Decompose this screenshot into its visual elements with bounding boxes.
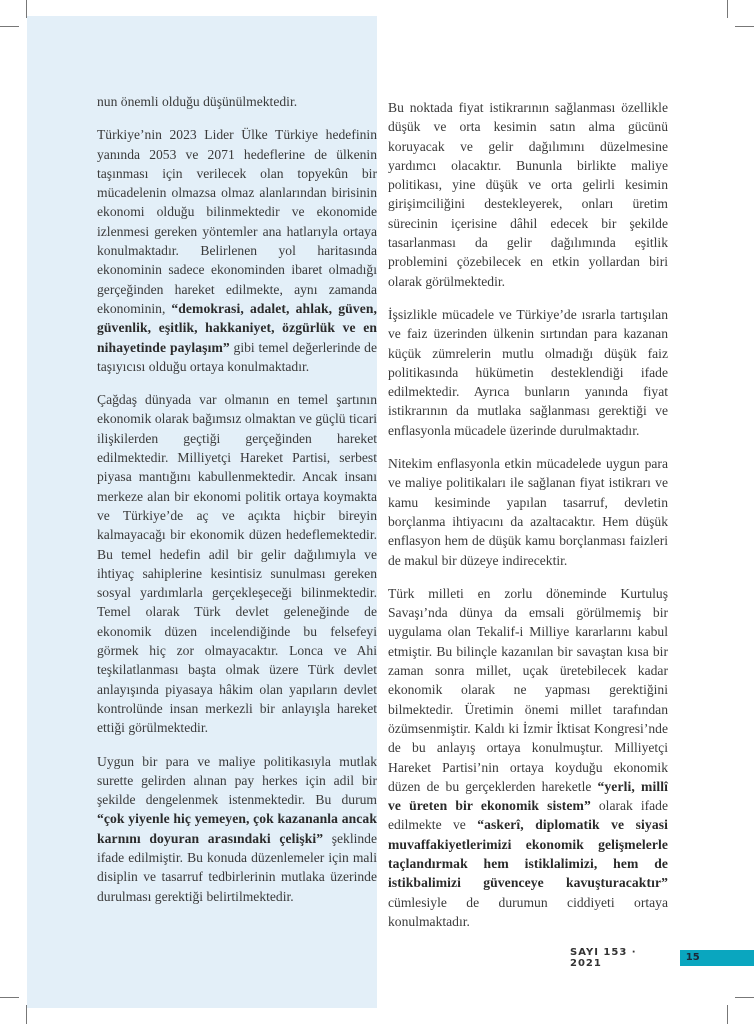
article-paragraph xyxy=(97,125,377,376)
article-paragraph xyxy=(388,584,668,931)
crop-mark-bottom-right-h xyxy=(735,997,754,998)
article-paragraph xyxy=(388,98,668,291)
paragraph-text: Nitekim enflasyonla etkin mücadelede uygun para ve maliye politikaları ile sağlanan fiyat istikrarı ve kamu kesiminde yapılan tasarruf, devletin borçlanma ihtiyacını da azaltacaktır. Hem düşük enflasyon hem de düşük kamu borçlanması faizleri de makul bir düzeye indirecektir. xyxy=(388,456,668,568)
crop-mark-top-left-h xyxy=(0,26,19,27)
crop-mark-bottom-left-h xyxy=(0,997,19,998)
bold-quote: “askerî, diplomatik ve siyasi muvaffakiyetlerimizi ekonomik gelişmelerle taçlandırmak hem istiklalimizi, hem de istikbalimizi güvenceye kavuşturacaktır” xyxy=(388,817,668,891)
paragraph-text: Uygun bir para ve maliye politikasıyla mutlak surette gelirden alınan pay herkes için adil bir şekilde dengelenmek istenmektedir. Bu durum xyxy=(97,753,377,808)
issue-label: SAYI 153 · 2021 xyxy=(570,946,637,969)
left-column xyxy=(97,92,377,920)
article-paragraph xyxy=(388,454,668,570)
paragraph-text: cümlesiyle de durumun ciddiyeti ortaya konulmaktadır. xyxy=(388,894,668,929)
crop-mark-top-right-v xyxy=(727,0,728,18)
paragraph-text: Bu noktada fiyat istikrarının sağlanması özellikle düşük ve orta kesimin satın alma gücünü koruyacak ve gelir dağılımını düzelmesine yardımcı olacaktır. Bununla birlikte maliye politikası, yine düşük ve orta gelirli kesimin girişimciliğini destekleyerek, onları üretim sürecinin içerisine dâhil edecek bir şekilde tasarlanması da gelir dağılımında eşitlik problemini çözebilecek en etkin yollardan biri olarak görülmektedir. xyxy=(388,100,668,289)
paragraph-text: Türkiye’nin 2023 Lider Ülke Türkiye hedefinin yanında 2053 ve 2071 hedeflerine de ülkenin taşınması için verilecek olan topyekûn bir mücadelenin olmazsa olmaz alanlarından birisinin ekonomi olduğu bilinmektedir ve ekonomide izlenmesi gereken yöntemler ana hatlarıyla ortaya konulmaktadır. Belirlenen yol haritasında ekonominin sadece ekonominden ibaret olmadığı gerçeğinden hareket edilmekte, aynı zamanda ekonominin, xyxy=(97,127,377,316)
bold-quote: “demokrasi, adalet, ahlak, güven, güvenlik, eşitlik, hakkaniyet, özgürlük ve en nihayetinde paylaşım” xyxy=(97,300,377,355)
bold-quote: “çok yiyenle hiç yemeyen, çok kazananla ancak karnını doyuran arasındaki çelişki” xyxy=(97,811,377,846)
article-paragraph xyxy=(97,92,377,111)
page-number-box xyxy=(680,950,754,966)
bold-quote: “yerli, millî ve üreten bir ekonomik sistem” xyxy=(388,778,668,814)
paragraph-text: gibi temel değerlerinde de taşıyıcısı olduğu ortaya konulmaktadır. xyxy=(97,339,377,374)
paragraph-text: Türk milleti en zorlu döneminde Kurtuluş Savaşı’nda dünya da emsali görülmemiş bir uygulama olan Tekalif-i Milliye kararlarını kabul etmiştir. Bu bilinçle kazanılan bir savaştan kısa bir zaman sonra millet, uçak üretebilecek kadar ekonomik olarak ne yapması gerektiğini bilmektedir. Üretimin önemi millet tarafından özümsenmiştir. Kaldı ki İzmir İktisat Kongresi’nde de bu anlayış ortaya konulmuştur. Milliyetçi Hareket Partisi’nin ortaya koyduğu ekonomik düzen de bu gerçeklerden hareketle xyxy=(388,585,668,794)
article-paragraph xyxy=(388,305,668,440)
paragraph-text: İşsizlikle mücadele ve Türkiye’de ısrarla tartışılan ve faiz üzerinden ülkenin sırtından para kazanan küçük zümrelerin mutlu olmadığı düşük faiz politikasında hükümetin desteklendiği ifade edilmektedir. Ayrıca bunların yanında fiyat istikrarının da mutlaka sağlanması gerektiği ve enflasyonla mücadele üzerinde durulmaktadır. xyxy=(388,306,668,438)
crop-mark-top-right-h xyxy=(735,26,754,27)
article-paragraph xyxy=(97,752,377,906)
paragraph-text: olarak ifade edilmekte ve xyxy=(388,798,668,833)
article-paragraph xyxy=(97,390,377,737)
page-number: 15 xyxy=(685,952,700,963)
paragraph-text: Çağdaş dünyada var olmanın en temel şartının ekonomik olarak bağımsız olmaktan ve güçlü ticari ilişkilerden geçtiği gerçeğinden hareket edilmektedir. Milliyetçi Hareket Partisi, serbest piyasa mantığını kabullenmektedir. Ancak insanı merkeze alan bir ekonomi politik ortaya koymakta ve Türkiye’de aç ve açıkta hiçbir bireyin kalmayacağı bir ekonomik düzen hedeflemektedir. Bu temel hedefin adil bir gelir dağılımıyla ve ihtiyaç sahiplerine kesintisiz sunulması gereken sosyal yardımlarla gerçekleşeceği bilinmektedir. Temel olarak Türk devlet geleneğinde de ekonomik düzen incelendiğinde bu felsefeyi görmek hiç zor olmayacaktır. Lonca ve Ahi teşkilatlanması başta olmak üzere Türk devlet anlayışında piyasaya hâkim olan yapıların devlet kontrolünde insan merkezli bir anlayışla hareket ettiği görülmektedir. xyxy=(97,392,377,736)
crop-mark-bottom-right-v xyxy=(727,1005,728,1024)
page-footer xyxy=(570,946,754,969)
paragraph-text: şeklinde ifade edilmiştir. Bu konuda düzenlemeler için mali disiplin ve tasarruf tedbirlerinin mutlaka üzerinde durulması gerektiği belirtilmektedir. xyxy=(97,830,377,904)
right-column xyxy=(388,98,668,945)
paragraph-text: nun önemli olduğu düşünülmektedir. xyxy=(97,94,298,109)
